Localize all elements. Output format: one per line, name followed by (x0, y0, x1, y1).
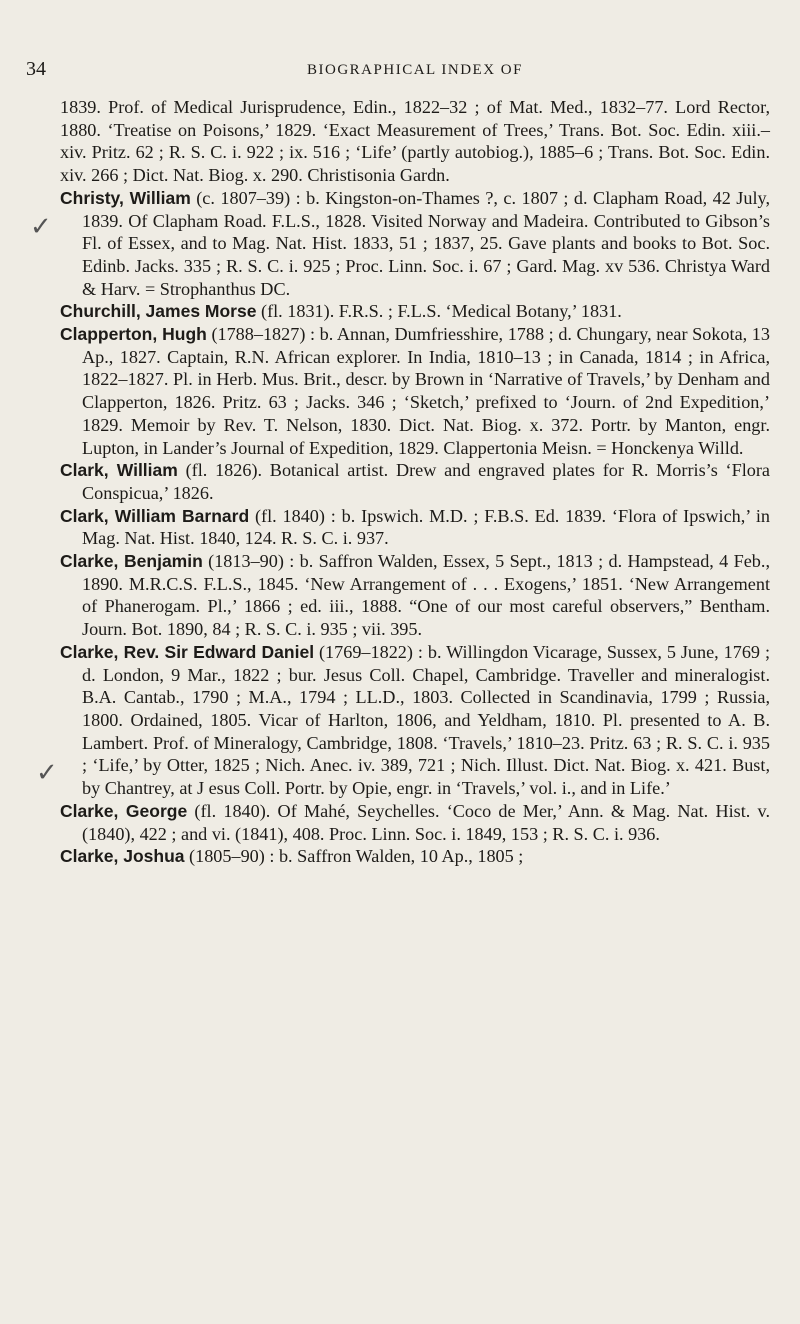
entry-text: (fl. 1826). Botanical artist. Drew and engraved plates for R. Morris’s ‘Flora Conspicua,’ 1826. (82, 460, 770, 503)
index-entry (60, 845, 770, 868)
entry-text: (1788–1827) : b. Annan, Dumfriesshire, 1788 ; d. Chungary, near Sokota, 13 Ap., 1827. Captain, R.N. African explorer. In India, 1810–13 ; in Canada, 1814 ; in Africa, 1822–1827. Pl. in Herb. Mus. Brit., descr. by Brown in ‘Narrative of Travels,’ by Denham and Clapperton, 1826. Pritz. 63 ; Jacks. 346 ; ‘Sketch,’ prefixed to ‘Journ. of 2nd Expedition,’ 1829. Memoir by Rev. T. Nelson, 1830. Dict. Nat. Biog. x. 372. Portr. by Manton, engr. Lupton, in Lander’s Journal of Expedition, 1829. Clappertonia Meisn. = Honckenya Willd. (82, 324, 770, 458)
index-entry (60, 800, 770, 845)
index-entry (60, 505, 770, 550)
index-entry (60, 187, 770, 301)
index-entry (60, 641, 770, 800)
entry-name: Churchill, James Morse (60, 301, 257, 322)
entry-text: (1769–1822) : b. Willingdon Vicarage, Sussex, 5 June, 1769 ; d. London, 9 Mar., 1822 ; bur. Jesus Coll. Chapel, Cambridge. Traveller and mineralogist. B.A. Cantab., 1790 ; M.A., 1794 ; LL.D., 1803. Collected in Scandinavia, 1799 ; Russia, 1800. Ordained, 1805. Vicar of Harlton, 1806, and Yeldham, 1810. Pl. presented to A. B. Lambert. Prof. of Mineralogy, Cambridge, 1808. ‘Travels,’ 1810–23. Pritz. 63 ; R. S. C. i. 935 ; ‘Life,’ by Otter, 1825 ; Nich. Anec. iv. 389, 721 ; Nich. Illust. Dict. Nat. Biog. x. 421. Bust, by Chantrey, at J esus Coll. Portr. by Opie, engr. in ‘Travels,’ vol. i., and in Life.’ (82, 641, 770, 799)
index-entry (60, 300, 770, 323)
entry-name: Christy, William (60, 187, 191, 208)
entry-name: Clarke, Benjamin (60, 551, 203, 572)
entry-name: Clarke, Joshua (60, 846, 185, 867)
entry-name: Clapperton, Hugh (60, 324, 207, 345)
entry-name: Clark, William Barnard (60, 505, 250, 526)
page-number: 34 (26, 58, 46, 80)
entry-name: Clarke, George (60, 800, 188, 821)
continued-entry-text: 1839. Prof. of Medical Jurisprudence, Edin., 1822–32 ; of Mat. Med., 1832–77. Lord Rector, 1880. ‘Treatise on Poisons,’ 1829. ‘Exact Measurement of Trees,’ Trans. Bot. Soc. Edin. xiii.–xiv. Pritz. 62 ; R. S. C. i. 922 ; ix. 516 ; ‘Life’ (partly autobiog.), 1885–6 ; Trans. Bot. Soc. Edin. xiv. 266 ; Dict. Nat. Biog. x. 290. Christisonia Gardn. (60, 97, 770, 186)
entry-text: (fl. 1840) : b. Ipswich. M.D. ; F.B.S. Ed. 1839. ‘Flora of Ipswich,’ in Mag. Nat. Hist. 1840, 124. R. S. C. i. 937. (82, 505, 770, 549)
entry-text: (fl. 1840). Of Mahé, Seychelles. ‘Coco de Mer,’ Ann. & Mag. Nat. Hist. v. (1840), 422 ; and vi. (1841), 408. Proc. Linn. Soc. i. 1849, 153 ; R. S. C. i. 936. (82, 800, 770, 844)
entry-name: Clark, William (60, 460, 178, 481)
running-head: BIOGRAPHICAL INDEX OF (307, 62, 523, 78)
margin-tick-mark: ✓ (30, 212, 52, 242)
index-entry (60, 550, 770, 641)
entry-text: (1813–90) : b. Saffron Walden, Essex, 5 Sept., 1813 ; d. Hampstead, 4 Feb., 1890. M.R.C.S. F.L.S., 1845. ‘New Arrangement of . . . Exogens,’ 1851. ‘New Arrangement of Phanerogam. Pl.,’ 1866 ; ed. iii., 1888. “One of our most careful observers,” Bentham. Journ. Bot. 1890, 84 ; R. S. C. i. 935 ; vii. 395. (82, 551, 770, 640)
entry-text: (c. 1807–39) : b. Kingston-on-Thames ?, c. 1807 ; d. Clapham Road, 42 July, 1839. Of Clapham Road. F.L.S., 1828. Visited Norway and Madeira. Contributed to Gibson’s Fl. of Essex, and to Mag. Nat. Hist. 1833, 51 ; 1837, 25. Gave plants and books to Bot. Soc. Edinb. Jacks. 335 ; R. S. C. i. 925 ; Proc. Linn. Soc. i. 67 ; Gard. Mag. xv 536. Christya Ward & Harv. = Strophanthus DC. (82, 187, 770, 299)
entry-text: (1805–90) : b. Saffron Walden, 10 Ap., 1805 ; (184, 846, 524, 867)
index-entry (60, 459, 770, 504)
index-entries (60, 96, 770, 868)
entry-name: Clarke, Rev. Sir Edward Daniel (60, 641, 315, 662)
index-entry (60, 323, 770, 459)
entry-text: (fl. 1831). F.R.S. ; F.L.S. ‘Medical Botany,’ 1831. (256, 301, 622, 322)
margin-tick-mark: ✓ (36, 758, 58, 788)
